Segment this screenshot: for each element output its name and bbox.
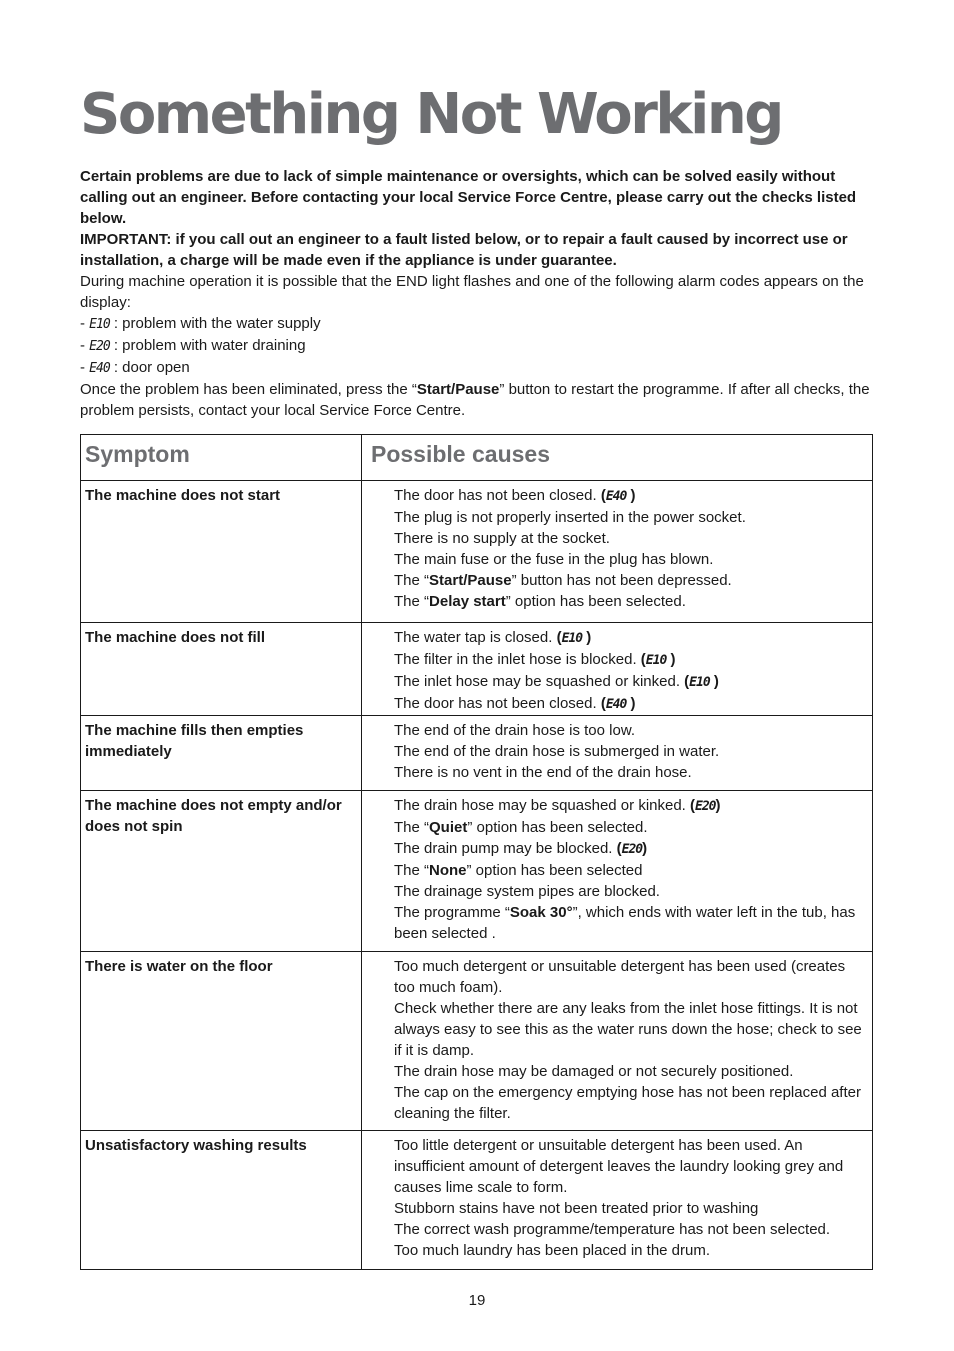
cause-text: The “: [394, 862, 430, 879]
cause-bold-text: Quiet: [429, 819, 468, 836]
cause-line: [394, 902, 868, 944]
cause-line: [394, 507, 868, 528]
cause-line: [394, 720, 868, 741]
alarm-code-close: ): [642, 840, 648, 857]
causes-cell: [362, 1131, 873, 1270]
alarm-code: E10: [645, 653, 667, 668]
cause-bold-text: None: [429, 862, 467, 879]
intro-section: [80, 166, 870, 421]
cause-text: The plug is not properly inserted in the power socket.: [394, 509, 746, 526]
cause-line: [394, 1082, 868, 1124]
table-row: [81, 481, 873, 623]
cause-bold-text: Start/Pause: [429, 572, 512, 589]
table-row: [81, 1131, 873, 1270]
cause-line: [394, 1240, 868, 1261]
alarm-code-open: (: [684, 673, 690, 690]
cause-text: The door has not been closed.: [394, 487, 601, 504]
cause-line: [394, 649, 868, 671]
symptom-cell: Unsatisfactory washing results: [81, 1131, 362, 1270]
causes-cell: [362, 716, 873, 791]
cause-text: The correct wash programme/temperature has not been selected.: [394, 1221, 831, 1238]
table-row: [81, 623, 873, 716]
alarm-code: E40: [605, 489, 627, 504]
intro-paragraph-4: [80, 379, 870, 421]
cause-text: The drain hose may be damaged or not securely positioned.: [394, 1063, 794, 1080]
symptom-cell: There is water on the floor: [81, 952, 362, 1131]
cause-line: [394, 741, 868, 762]
cause-text: The drain hose may be squashed or kinked.: [394, 797, 691, 814]
cause-line: [394, 998, 868, 1061]
alarm-code-list: [80, 313, 870, 379]
cause-line: [394, 1135, 868, 1198]
table-body: [81, 481, 873, 1270]
alarm-code-open: (: [600, 487, 606, 504]
alarm-description: : problem with water draining: [109, 337, 306, 354]
alarm-code-close: ): [666, 651, 676, 668]
alarm-code-close: ): [626, 487, 636, 504]
alarm-code: E20: [695, 799, 716, 814]
cause-text: The main fuse or the fuse in the plug has blown.: [394, 551, 714, 568]
alarm-code-open: (: [600, 695, 606, 712]
alarm-code: E40: [605, 697, 627, 712]
alarm-code: E20: [621, 842, 643, 857]
alarm-bullet: -: [80, 359, 90, 376]
alarm-code-open: (: [616, 840, 622, 857]
cause-text: Stubborn stains have not been treated prior to washing: [394, 1200, 759, 1217]
cause-text: The drainage system pipes are blocked.: [394, 883, 660, 900]
cause-text: The water tap is closed.: [394, 629, 557, 646]
alarm-code-close: ): [709, 673, 719, 690]
alarm-description: : door open: [109, 359, 190, 376]
alarm-bullet: -: [80, 315, 90, 332]
cause-line: [394, 1219, 868, 1240]
cause-text: The inlet hose may be squashed or kinked.: [394, 673, 685, 690]
alarm-code-open: (: [690, 797, 696, 814]
intro-p4-bold: Start/Pause: [416, 381, 500, 398]
cause-text-post: ” option has been selected: [466, 862, 643, 879]
alarm-code-item: [80, 357, 870, 379]
cause-line: [394, 570, 868, 591]
causes-cell: [362, 791, 873, 952]
table-row: [81, 952, 873, 1131]
alarm-code-close: ): [626, 695, 636, 712]
symptom-cell: The machine does not start: [81, 481, 362, 623]
intro-p4-post: ” button to restart the programme. If after all checks, the problem persists, contact your local Service Force Centre.: [80, 381, 870, 419]
cause-line: [394, 956, 868, 998]
cause-text: There is no vent in the end of the drain hose.: [394, 764, 692, 781]
cause-line: [394, 838, 868, 860]
cause-text-post: ” option has been selected.: [467, 819, 648, 836]
intro-bold-text-2: IMPORTANT: if you call out an engineer to a fault listed below, or to repair a fault caused by incorrect use or installation, a charge will be made even if the appliance is under guarantee.: [80, 231, 848, 269]
cause-text: Too little detergent or unsuitable detergent has been used. An insufficient amount of detergent leaves the laundry looking grey and causes lime scale to form.: [394, 1137, 844, 1196]
cause-line: [394, 1061, 868, 1082]
cause-text: The “: [394, 572, 430, 589]
alarm-code: E40: [89, 361, 110, 376]
table-row: [81, 791, 873, 952]
alarm-code: E10: [689, 675, 710, 690]
causes-cell: [362, 952, 873, 1131]
cause-text: The end of the drain hose is submerged in water.: [394, 743, 720, 760]
alarm-code-item: [80, 335, 870, 357]
cause-line: [394, 860, 868, 881]
cause-text-post: ” option has been selected.: [505, 593, 686, 610]
cause-text: The drain pump may be blocked.: [394, 840, 617, 857]
intro-paragraph-3: During machine operation it is possible that the END light flashes and one of the following alarm codes appears on the display:: [80, 273, 864, 311]
intro-bold-paragraph-1: [80, 166, 870, 229]
page-number: 19: [468, 1292, 486, 1309]
page-title: Something Not Working: [80, 82, 782, 147]
causes-column-header: [362, 435, 873, 481]
causes-header-label: Possible causes: [371, 441, 550, 467]
intro-bold-paragraph-2: [80, 229, 870, 271]
symptom-header-label: Symptom: [85, 441, 190, 467]
causes-cell: [362, 481, 873, 623]
cause-text-post: ” button has not been depressed.: [511, 572, 732, 589]
cause-text: Too much detergent or unsuitable detergent has been used (creates too much foam).: [394, 958, 846, 996]
symptom-column-header: [81, 435, 362, 481]
troubleshooting-table: [80, 434, 873, 1270]
cause-line: [394, 1198, 868, 1219]
intro-bold-text-1: Certain problems are due to lack of simple maintenance or oversights, which can be solved easily without calling out an engineer. Before contacting your local Service Force Centre, please carry out the checks listed below.: [80, 168, 857, 227]
cause-text: The “: [394, 593, 430, 610]
cause-text: The cap on the emergency emptying hose has not been replaced after cleaning the filter.: [394, 1084, 861, 1122]
symptom-cell: The machine does not empty and/or does not spin: [81, 791, 362, 952]
cause-line: [394, 549, 868, 570]
cause-text: The door has not been closed.: [394, 695, 601, 712]
cause-line: [394, 817, 868, 838]
causes-cell: [362, 623, 873, 716]
cause-text: The filter in the inlet hose is blocked.: [394, 651, 641, 668]
alarm-code-close: ): [582, 629, 592, 646]
cause-text: The “: [394, 819, 430, 836]
cause-text: Too much laundry has been placed in the drum.: [394, 1242, 711, 1259]
cause-line: [394, 627, 868, 649]
symptom-cell: The machine does not fill: [81, 623, 362, 716]
cause-line: [394, 795, 868, 817]
symptom-cell: The machine fills then empties immediately: [81, 716, 362, 791]
alarm-code: E10: [89, 317, 110, 332]
cause-text: Check whether there are any leaks from the inlet hose fittings. It is not always easy to see this as the water runs down the hose; check to see if it is damp.: [394, 1000, 862, 1059]
cause-line: [394, 671, 868, 693]
cause-line: [394, 693, 868, 715]
alarm-code: E20: [89, 339, 110, 354]
cause-line: [394, 762, 868, 783]
cause-bold-text: Delay start: [429, 593, 506, 610]
cause-line: [394, 591, 868, 612]
cause-line: [394, 528, 868, 549]
cause-text: The end of the drain hose is too low.: [394, 722, 635, 739]
cause-text: There is no supply at the socket.: [394, 530, 610, 547]
intro-p4-pre: Once the problem has been eliminated, press the “: [80, 381, 417, 398]
cause-line: [394, 485, 868, 507]
alarm-code-close: ): [715, 797, 721, 814]
cause-text: The programme “: [394, 904, 510, 921]
alarm-code: E10: [561, 631, 583, 646]
table-header-row: [81, 435, 873, 481]
alarm-bullet: -: [80, 337, 90, 354]
alarm-code-open: (: [556, 629, 562, 646]
table-row: [81, 716, 873, 791]
cause-bold-text: Soak 30°: [509, 904, 573, 921]
cause-text-post: ”, which ends with water left in the tub, has been selected .: [394, 904, 856, 942]
cause-line: [394, 881, 868, 902]
alarm-description: : problem with the water supply: [109, 315, 321, 332]
alarm-code-item: [80, 313, 870, 335]
alarm-code-open: (: [640, 651, 646, 668]
